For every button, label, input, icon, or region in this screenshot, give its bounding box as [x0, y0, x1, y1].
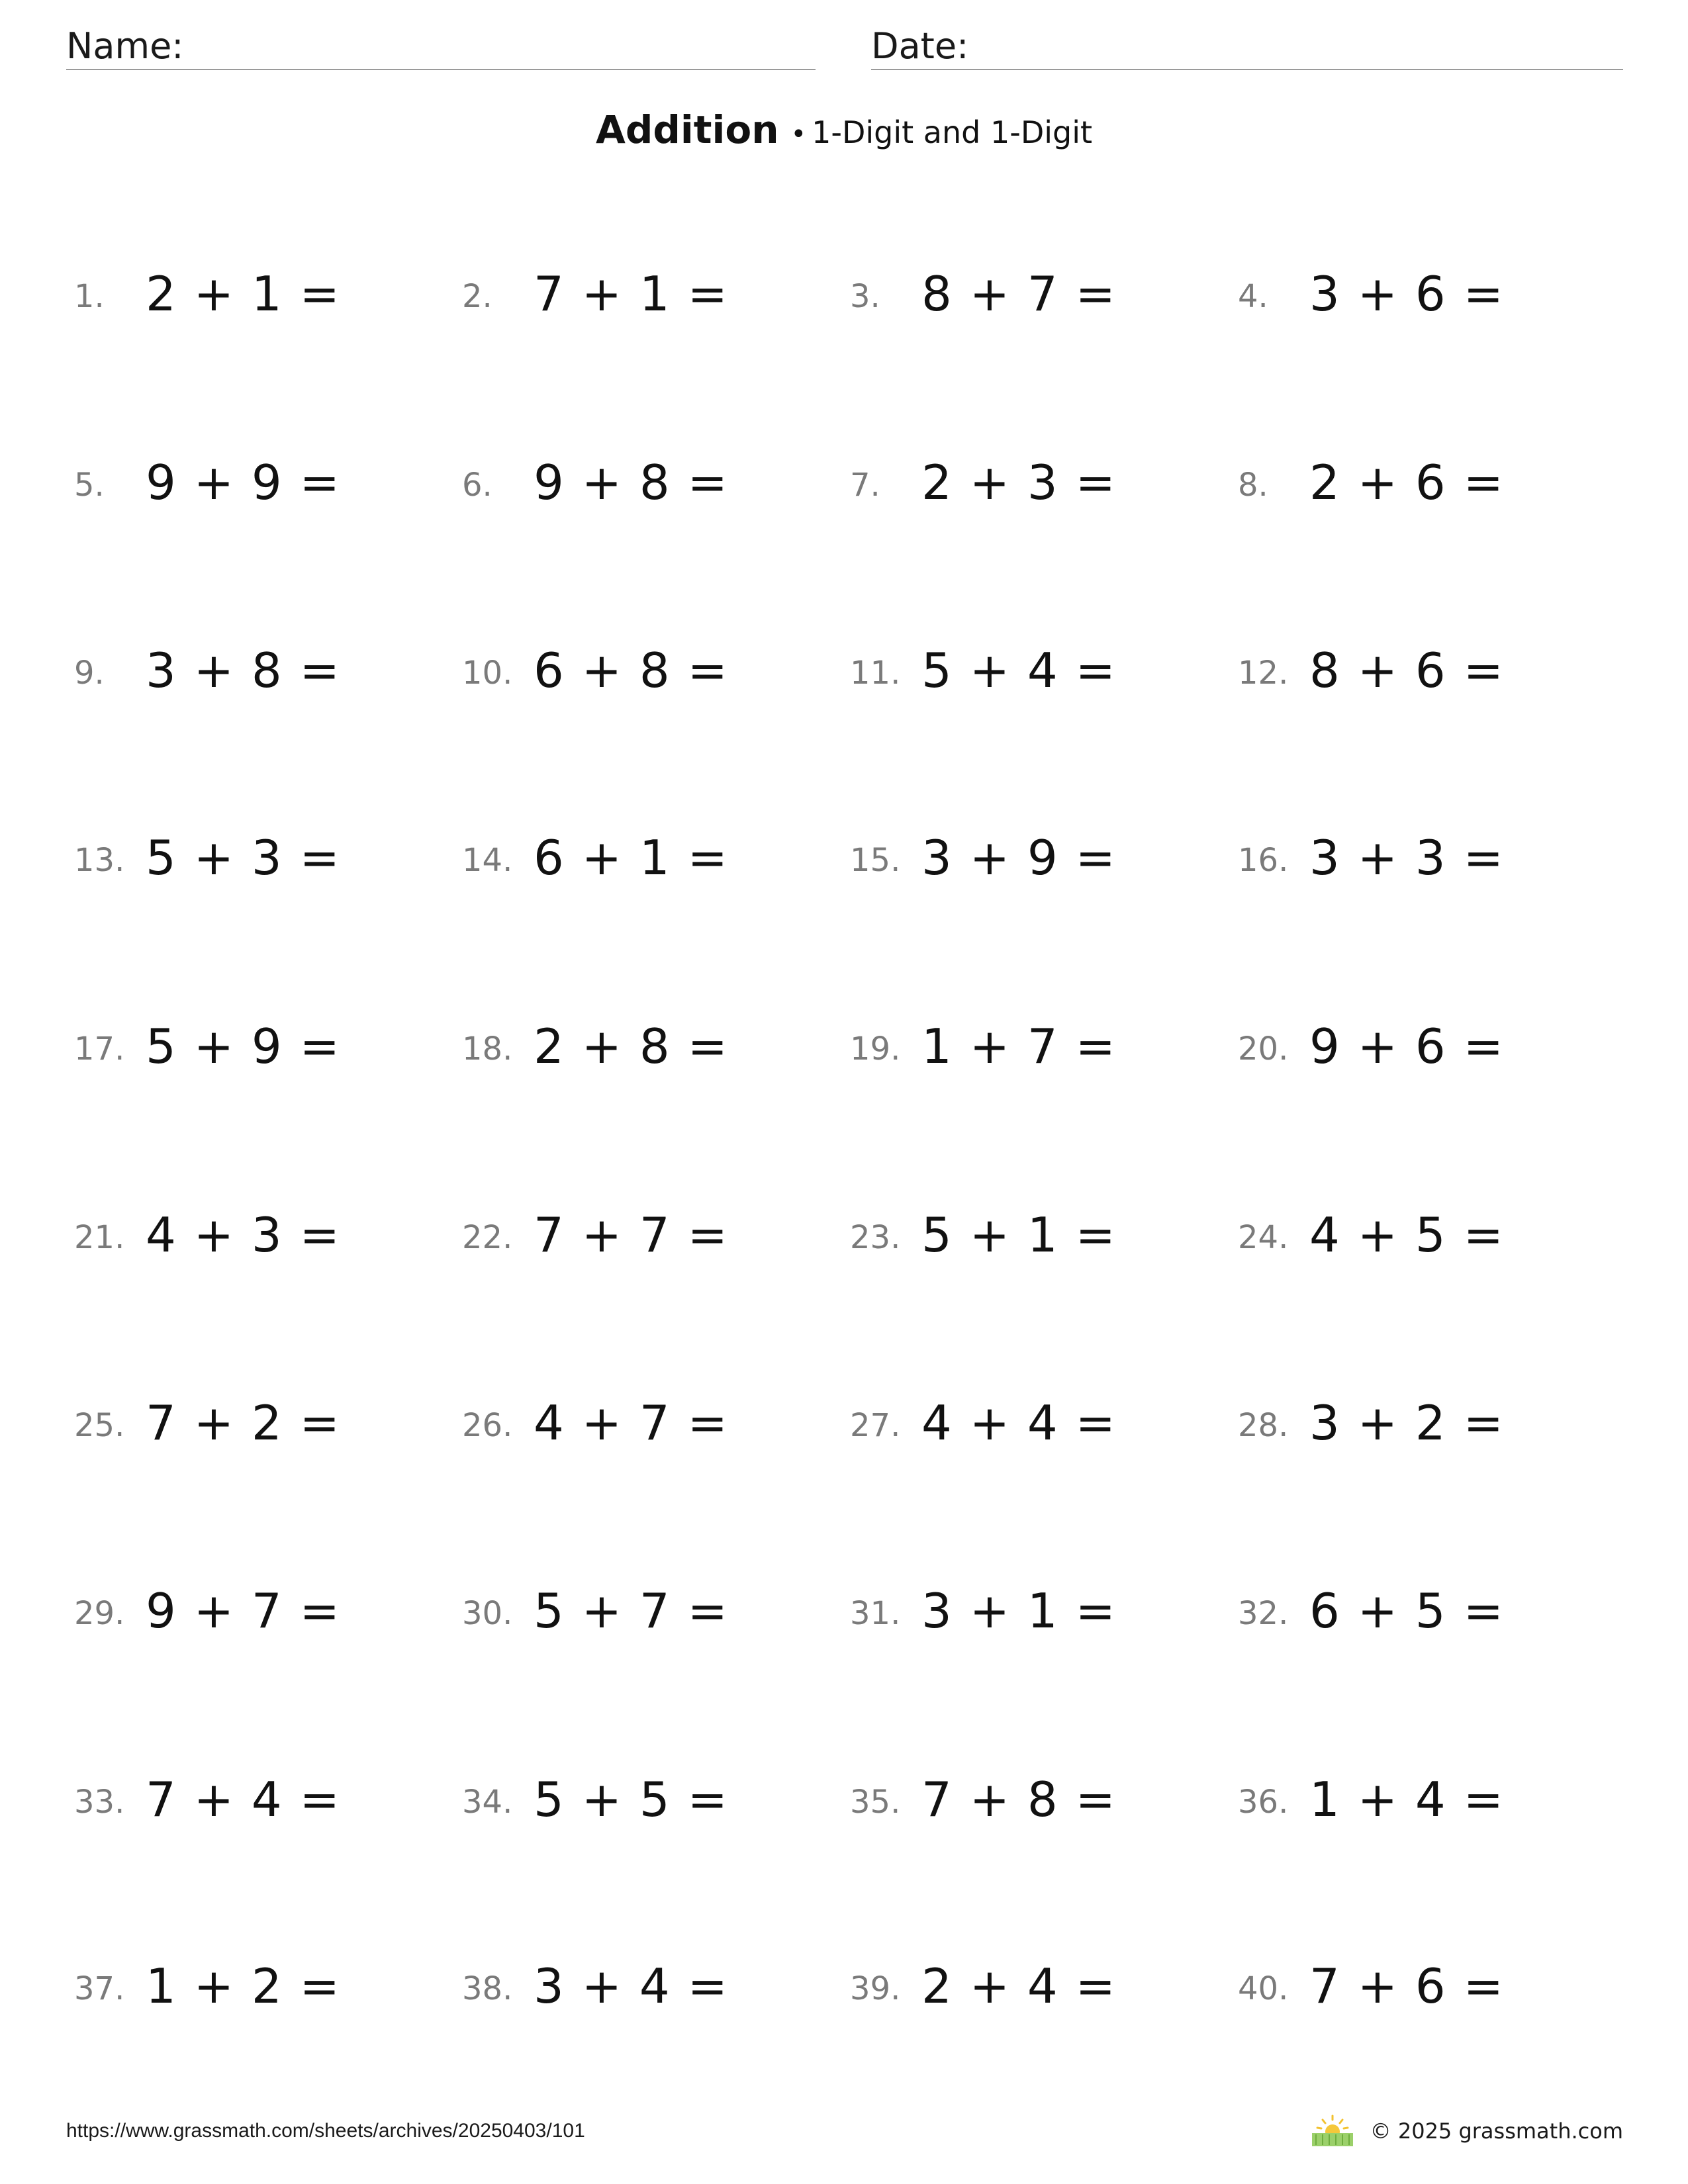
- problem-item: [462, 263, 833, 323]
- footer-brand: [1309, 2111, 1623, 2151]
- problem-expression: 3 + 3 =: [1309, 830, 1503, 886]
- problem-number: 31.: [850, 1595, 901, 1632]
- problem-number: 4.: [1238, 278, 1268, 315]
- problem-item: [74, 827, 445, 887]
- problem-expression: 5 + 5 =: [534, 1772, 727, 1827]
- problem-expression: 3 + 4 =: [534, 1958, 727, 2014]
- problem-number: 1.: [74, 278, 105, 315]
- name-label: Name:: [66, 25, 184, 67]
- problem-item: [462, 1205, 833, 1264]
- problem-item: [462, 827, 833, 887]
- problem-item: [850, 640, 1221, 700]
- problem-number: 32.: [1238, 1595, 1289, 1632]
- problem-item: [1238, 640, 1609, 700]
- problem-expression: 3 + 8 =: [146, 643, 340, 698]
- problem-expression: 3 + 1 =: [921, 1583, 1115, 1639]
- problem-expression: 2 + 1 =: [146, 266, 340, 322]
- problem-item: [1238, 1016, 1609, 1075]
- problem-number: 24.: [1238, 1219, 1289, 1256]
- problem-number: 36.: [1238, 1784, 1289, 1821]
- problem-item: [850, 1956, 1221, 2015]
- problem-number: 38.: [462, 1970, 513, 2007]
- problem-expression: 1 + 2 =: [146, 1958, 340, 2014]
- problem-expression: 2 + 3 =: [921, 455, 1115, 510]
- problem-number: 19.: [850, 1030, 901, 1068]
- problem-number: 22.: [462, 1219, 513, 1256]
- problem-number: 14.: [462, 842, 513, 879]
- footer-copyright: © 2025 grassmath.com: [1370, 2118, 1623, 2144]
- worksheet-title: [0, 105, 1688, 159]
- problem-number: 37.: [74, 1970, 125, 2007]
- problem-item: [74, 1580, 445, 1640]
- problem-item: [74, 1392, 445, 1452]
- problem-expression: 4 + 4 =: [921, 1395, 1115, 1451]
- problem-expression: 7 + 7 =: [534, 1207, 727, 1263]
- problem-expression: 4 + 7 =: [534, 1395, 727, 1451]
- title-subtitle: 1-Digit and 1-Digit: [812, 114, 1093, 150]
- problem-number: 33.: [74, 1784, 125, 1821]
- problem-item: [462, 1392, 833, 1452]
- problem-number: 10.: [462, 655, 513, 692]
- problem-expression: 5 + 9 =: [146, 1019, 340, 1074]
- problem-number: 13.: [74, 842, 125, 879]
- name-field[interactable]: [66, 24, 816, 70]
- footer-url: https://www.grassmath.com/sheets/archives/20250403/101: [66, 2120, 585, 2142]
- problem-item: [850, 1580, 1221, 1640]
- problem-expression: 9 + 6 =: [1309, 1019, 1503, 1074]
- problem-expression: 3 + 6 =: [1309, 266, 1503, 322]
- title-separator: •: [790, 119, 807, 150]
- problem-number: 25.: [74, 1407, 125, 1444]
- problem-expression: 3 + 2 =: [1309, 1395, 1503, 1451]
- problem-expression: 9 + 7 =: [146, 1583, 340, 1639]
- problem-number: 29.: [74, 1595, 125, 1632]
- problem-number: 20.: [1238, 1030, 1289, 1068]
- problem-expression: 5 + 3 =: [146, 830, 340, 886]
- problem-item: [462, 640, 833, 700]
- problem-expression: 8 + 6 =: [1309, 643, 1503, 698]
- problem-item: [1238, 452, 1609, 512]
- problem-number: 28.: [1238, 1407, 1289, 1444]
- problem-number: 39.: [850, 1970, 901, 2007]
- problem-item: [74, 263, 445, 323]
- grass-sun-logo-icon: [1309, 2115, 1356, 2148]
- date-field[interactable]: [871, 24, 1623, 70]
- problem-number: 12.: [1238, 655, 1289, 692]
- title-main: Addition: [595, 107, 779, 152]
- problem-number: 26.: [462, 1407, 513, 1444]
- problem-number: 21.: [74, 1219, 125, 1256]
- problem-number: 27.: [850, 1407, 901, 1444]
- problem-item: [462, 1580, 833, 1640]
- problem-expression: 2 + 4 =: [921, 1958, 1115, 2014]
- problem-number: 16.: [1238, 842, 1289, 879]
- problem-expression: 9 + 8 =: [534, 455, 727, 510]
- problem-expression: 7 + 8 =: [921, 1772, 1115, 1827]
- problem-expression: 7 + 6 =: [1309, 1958, 1503, 2014]
- problem-item: [74, 452, 445, 512]
- problem-number: 30.: [462, 1595, 513, 1632]
- problem-item: [850, 1205, 1221, 1264]
- problem-item: [850, 827, 1221, 887]
- problem-expression: 6 + 8 =: [534, 643, 727, 698]
- problem-expression: 7 + 1 =: [534, 266, 727, 322]
- problem-item: [1238, 1956, 1609, 2015]
- problem-item: [74, 1016, 445, 1075]
- problem-item: [850, 263, 1221, 323]
- problem-number: 40.: [1238, 1970, 1289, 2007]
- problem-expression: 2 + 6 =: [1309, 455, 1503, 510]
- problem-item: [74, 1205, 445, 1264]
- problem-expression: 7 + 2 =: [146, 1395, 340, 1451]
- problem-expression: 2 + 8 =: [534, 1019, 727, 1074]
- problem-expression: 1 + 4 =: [1309, 1772, 1503, 1827]
- problem-number: 8.: [1238, 467, 1268, 504]
- problem-item: [850, 1016, 1221, 1075]
- problem-item: [1238, 1205, 1609, 1264]
- problem-item: [462, 1016, 833, 1075]
- problem-expression: 5 + 4 =: [921, 643, 1115, 698]
- problem-item: [1238, 263, 1609, 323]
- problem-expression: 5 + 1 =: [921, 1207, 1115, 1263]
- problem-expression: 6 + 5 =: [1309, 1583, 1503, 1639]
- problem-item: [74, 1956, 445, 2015]
- problem-expression: 5 + 7 =: [534, 1583, 727, 1639]
- problem-item: [1238, 1392, 1609, 1452]
- problem-item: [1238, 1769, 1609, 1829]
- problem-number: 23.: [850, 1219, 901, 1256]
- problem-number: 34.: [462, 1784, 513, 1821]
- problem-number: 11.: [850, 655, 901, 692]
- problem-number: 9.: [74, 655, 105, 692]
- problem-item: [462, 452, 833, 512]
- problem-expression: 9 + 9 =: [146, 455, 340, 510]
- problem-expression: 6 + 1 =: [534, 830, 727, 886]
- problem-expression: 4 + 5 =: [1309, 1207, 1503, 1263]
- problem-item: [1238, 827, 1609, 887]
- problem-item: [462, 1956, 833, 2015]
- problem-number: 5.: [74, 467, 105, 504]
- problem-item: [74, 1769, 445, 1829]
- problem-number: 7.: [850, 467, 880, 504]
- problem-expression: 8 + 7 =: [921, 266, 1115, 322]
- problem-number: 2.: [462, 278, 492, 315]
- problem-item: [850, 1769, 1221, 1829]
- problem-item: [74, 640, 445, 700]
- problem-item: [462, 1769, 833, 1829]
- problem-number: 3.: [850, 278, 880, 315]
- date-label: Date:: [871, 25, 969, 67]
- problem-number: 15.: [850, 842, 901, 879]
- problem-expression: 4 + 3 =: [146, 1207, 340, 1263]
- problem-number: 35.: [850, 1784, 901, 1821]
- problem-expression: 3 + 9 =: [921, 830, 1115, 886]
- problem-number: 18.: [462, 1030, 513, 1068]
- problem-expression: 1 + 7 =: [921, 1019, 1115, 1074]
- problem-expression: 7 + 4 =: [146, 1772, 340, 1827]
- problem-item: [1238, 1580, 1609, 1640]
- problem-item: [850, 452, 1221, 512]
- problem-item: [850, 1392, 1221, 1452]
- problem-number: 17.: [74, 1030, 125, 1068]
- problem-number: 6.: [462, 467, 492, 504]
